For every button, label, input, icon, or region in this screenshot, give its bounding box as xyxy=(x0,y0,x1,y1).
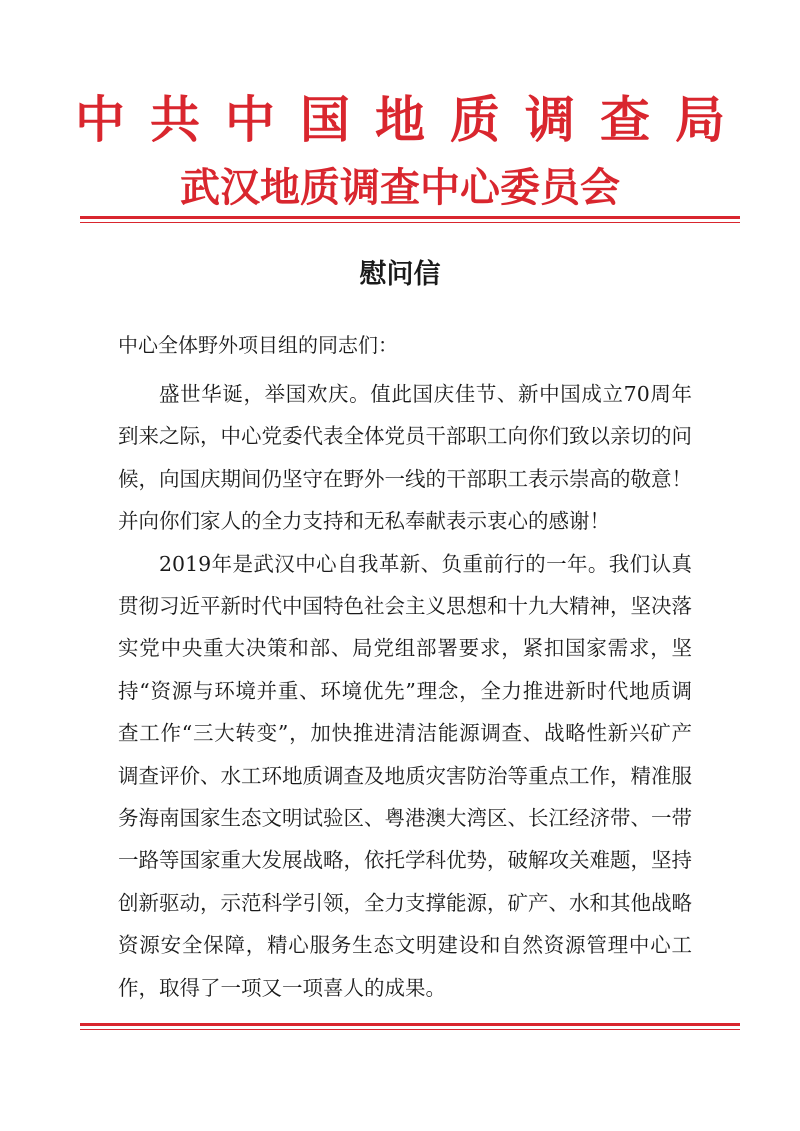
salutation: 中心全体野外项目组的同志们： xyxy=(118,333,398,357)
paragraph: 盛世华诞，举国欢庆。值此国庆佳节、新中国成立70周年到来之际，中心党委代表全体党员干部职工向你们致以亲切的问候，向国庆期间仍坚守在野外一线的干部职工表示崇高的敬意！并向你们家人的全力支持和无私奉献表示衷心的感谢！ xyxy=(118,382,692,534)
header-double-rule xyxy=(80,216,740,223)
rule-thick-line xyxy=(80,1023,740,1026)
paragraph: 2019年是武汉中心自我革新、负重前行的一年。我们认真贯彻习近平新时代中国特色社会主义思想和十九大精神，坚决落实党中央重大决策和部、局党组部署要求，紧扣国家需求，坚持“资源与环境并重、环境优先”理念，全力推进新时代地质调查工作“三大转变”，加快推进清洁能源调查、战略性新兴矿产调查评价、水工环地质调查及地质灾害防治等重点工作，精准服务海南国家生态文明试验区、粤港澳大湾区、长江经济带、一带一路等国家重大发展战略，依托学科优势，破解攻关难题，坚持创新驱动，示范科学引领，全力支撑能源，矿产、水和其他战略资源安全保障，精心服务生态文明建设和自然资源管理中心工作，取得了一项又一项喜人的成果。 xyxy=(118,551,692,1000)
letter-body xyxy=(118,373,692,1009)
rule-thin-line xyxy=(80,222,740,223)
org-subtitle: 武汉地质调查中心委员会 xyxy=(180,165,620,211)
rule-thick-line xyxy=(80,216,740,219)
letter-title: 慰问信 xyxy=(359,259,441,290)
org-title: 中共中国地质调查局 xyxy=(75,91,750,149)
footer-double-rule xyxy=(80,1023,740,1030)
rule-thin-line xyxy=(80,1029,740,1030)
